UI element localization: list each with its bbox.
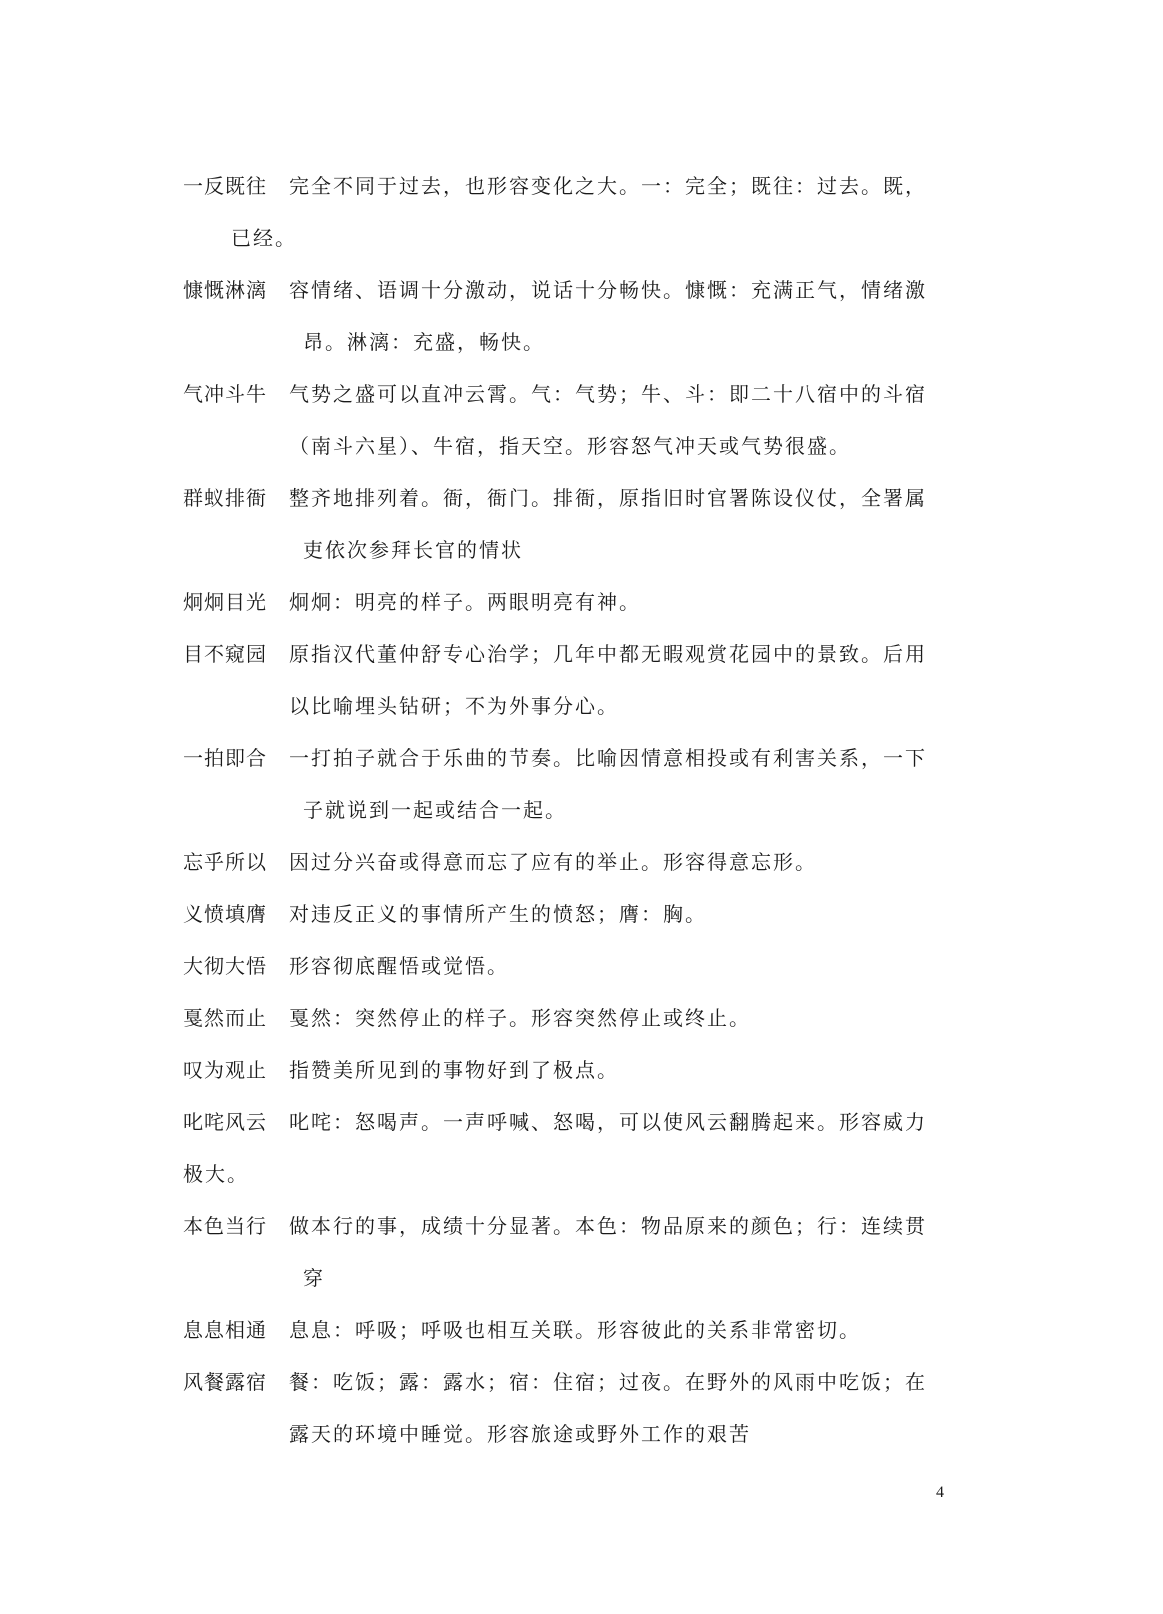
definition-line: 极大。 [183, 1162, 249, 1186]
idiom-definition [183, 576, 963, 628]
idiom-definition [183, 368, 963, 472]
idiom-term: 息息相通 [183, 1318, 267, 1342]
definition-line: 餐：吃饭；露：露水；宿：住宿；过夜。在野外的风雨中吃饭；在 [289, 1370, 927, 1394]
idiom-entry [183, 1304, 963, 1356]
idiom-definition [183, 888, 963, 940]
idiom-entry [183, 368, 963, 472]
idiom-entry [183, 888, 963, 940]
definition-line: 完全不同于过去，也形容变化之大。一：完全；既往：过去。既， [289, 174, 927, 198]
idiom-definition [183, 1044, 963, 1096]
idiom-definition [183, 732, 963, 836]
idiom-entry [183, 576, 963, 628]
idiom-term: 戛然而止 [183, 1006, 267, 1030]
idiom-term: 叱咤风云 [183, 1110, 267, 1134]
definition-line: 一打拍子就合于乐曲的节奏。比喻因情意相投或有利害关系，一下 [289, 746, 927, 770]
definition-line: 做本行的事，成绩十分显著。本色：物品原来的颜色；行：连续贯 [289, 1214, 927, 1238]
definition-line: 穿 [303, 1266, 325, 1290]
idiom-entry [183, 1356, 963, 1460]
definition-line: 对违反正义的事情所产生的愤怒；膺：胸。 [289, 902, 707, 926]
definition-line: 吏依次参拜长官的情状 [303, 538, 523, 562]
idiom-entry [183, 1200, 963, 1304]
idiom-entry [183, 940, 963, 992]
idiom-entry [183, 1096, 963, 1200]
idiom-definition [183, 940, 963, 992]
definition-line: 昂。淋漓：充盛，畅快。 [303, 330, 545, 354]
idiom-definition [183, 1356, 963, 1460]
definition-line: 形容彻底醒悟或觉悟。 [289, 954, 509, 978]
idiom-list [183, 160, 963, 1460]
idiom-definition [183, 836, 963, 888]
idiom-term: 风餐露宿 [183, 1370, 267, 1394]
definition-line: 以比喻埋头钻研；不为外事分心。 [289, 694, 619, 718]
idiom-definition [183, 1304, 963, 1356]
definition-line: 戛然：突然停止的样子。形容突然停止或终止。 [289, 1006, 751, 1030]
idiom-entry [183, 472, 963, 576]
idiom-entry [183, 264, 963, 368]
definition-line: 息息：呼吸；呼吸也相互关联。形容彼此的关系非常密切。 [289, 1318, 861, 1342]
definition-line: 指赞美所见到的事物好到了极点。 [289, 1058, 619, 1082]
definition-line: 炯炯：明亮的样子。两眼明亮有神。 [289, 590, 641, 614]
idiom-entry [183, 160, 963, 264]
idiom-term: 慷慨淋漓 [183, 278, 267, 302]
idiom-term: 叹为观止 [183, 1058, 267, 1082]
idiom-entry [183, 628, 963, 732]
definition-line: 叱咤：怒喝声。一声呼喊、怒喝，可以使风云翻腾起来。形容威力 [289, 1110, 927, 1134]
idiom-term: 一拍即合 [183, 746, 267, 770]
idiom-term: 大彻大悟 [183, 954, 267, 978]
idiom-definition [183, 264, 963, 368]
idiom-term: 目不窥园 [183, 642, 267, 666]
idiom-entry [183, 732, 963, 836]
definition-line: 已经。 [231, 226, 297, 250]
idiom-term: 忘乎所以 [183, 850, 267, 874]
idiom-term: 本色当行 [183, 1214, 267, 1238]
definition-line: 容情绪、语调十分激动，说话十分畅快。慷慨：充满正气，情绪激 [289, 278, 927, 302]
idiom-definition [183, 472, 963, 576]
idiom-definition [183, 992, 963, 1044]
idiom-entry [183, 836, 963, 888]
idiom-definition [183, 160, 963, 264]
idiom-entry [183, 992, 963, 1044]
idiom-definition [183, 628, 963, 732]
idiom-term: 气冲斗牛 [183, 382, 267, 406]
idiom-definition [183, 1096, 963, 1200]
definition-line: 原指汉代董仲舒专心治学；几年中都无暇观赏花园中的景致。后用 [289, 642, 927, 666]
idiom-term: 群蚁排衙 [183, 486, 267, 510]
definition-line: 因过分兴奋或得意而忘了应有的举止。形容得意忘形。 [289, 850, 817, 874]
definition-line: （南斗六星）、牛宿，指天空。形容怒气冲天或气势很盛。 [289, 434, 851, 458]
definition-line: 子就说到一起或结合一起。 [303, 798, 567, 822]
definition-line: 气势之盛可以直冲云霄。气：气势；牛、斗：即二十八宿中的斗宿 [289, 382, 927, 406]
definition-line: 整齐地排列着。衙，衙门。排衙，原指旧时官署陈设仪仗，全署属 [289, 486, 927, 510]
page-number: 4 [936, 1484, 944, 1501]
idiom-term: 义愤填膺 [183, 902, 267, 926]
idiom-term: 一反既往 [183, 174, 267, 198]
idiom-term: 炯炯目光 [183, 590, 267, 614]
idiom-definition [183, 1200, 963, 1304]
definition-line: 露天的环境中睡觉。形容旅途或野外工作的艰苦 [289, 1422, 751, 1446]
idiom-entry [183, 1044, 963, 1096]
